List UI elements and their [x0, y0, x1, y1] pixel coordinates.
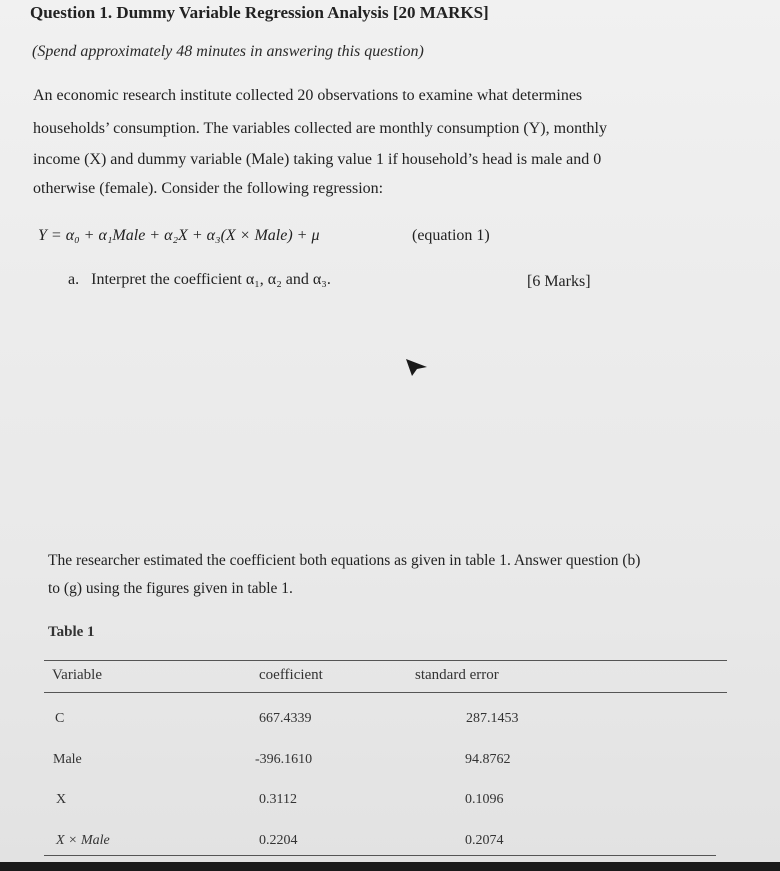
row-coefficient: 0.3112 — [259, 792, 297, 807]
row-variable: X — [56, 792, 67, 807]
intro-line-3: income (X) and dummy variable (Male) taking value 1 if household’s head is male and 0 — [33, 151, 602, 168]
question-a — [68, 271, 331, 289]
row-variable: C — [55, 711, 65, 726]
table-intro-line-2: to (g) using the figures given in table 1. — [48, 580, 293, 597]
intro-line-2: households’ consumption. The variables collected are monthly consumption (Y), monthly — [33, 120, 607, 137]
regression-equation: Y = α₀ + α₁Male + α₂X + α₃(X × Male) + μ — [38, 227, 320, 244]
intro-line-4: otherwise (female). Consider the following regression: — [33, 180, 384, 197]
row-std-error: 0.2074 — [465, 833, 504, 848]
mouse-cursor-icon — [403, 357, 429, 382]
header-std-error: standard error — [415, 667, 499, 683]
table-top-rule — [44, 660, 727, 661]
row-variable: X × Male — [56, 833, 110, 848]
table-intro-line-1: The researcher estimated the coefficient both equations as given in table 1. Answer question (b) — [48, 552, 641, 569]
row-std-error: 94.8762 — [465, 752, 511, 767]
question-a-marks: [6 Marks] — [527, 273, 591, 290]
row-coefficient: 0.2204 — [259, 833, 298, 848]
question-subtitle: (Spend approximately 48 minutes in answering this question) — [32, 43, 424, 60]
question-a-text: Interpret the coefficient α₁, α₂ and α₃. — [91, 271, 331, 288]
row-std-error: 287.1453 — [466, 711, 519, 726]
header-coefficient: coefficient — [259, 667, 323, 683]
question-a-letter: a. — [68, 271, 80, 288]
bottom-frame — [0, 862, 780, 871]
row-coefficient: 667.4339 — [259, 711, 312, 726]
row-variable: Male — [53, 752, 82, 767]
header-variable: Variable — [52, 667, 102, 683]
equation-label: (equation 1) — [412, 227, 490, 244]
question-title: Question 1. Dummy Variable Regression Analysis [20 MARKS] — [30, 3, 489, 22]
row-coefficient: -396.1610 — [255, 752, 313, 767]
table-label: Table 1 — [48, 624, 95, 640]
table-bottom-rule — [44, 855, 716, 856]
intro-line-1: An economic research institute collected 20 observations to examine what determines — [33, 87, 583, 104]
table-header-rule — [44, 692, 727, 693]
row-std-error: 0.1096 — [465, 792, 504, 807]
